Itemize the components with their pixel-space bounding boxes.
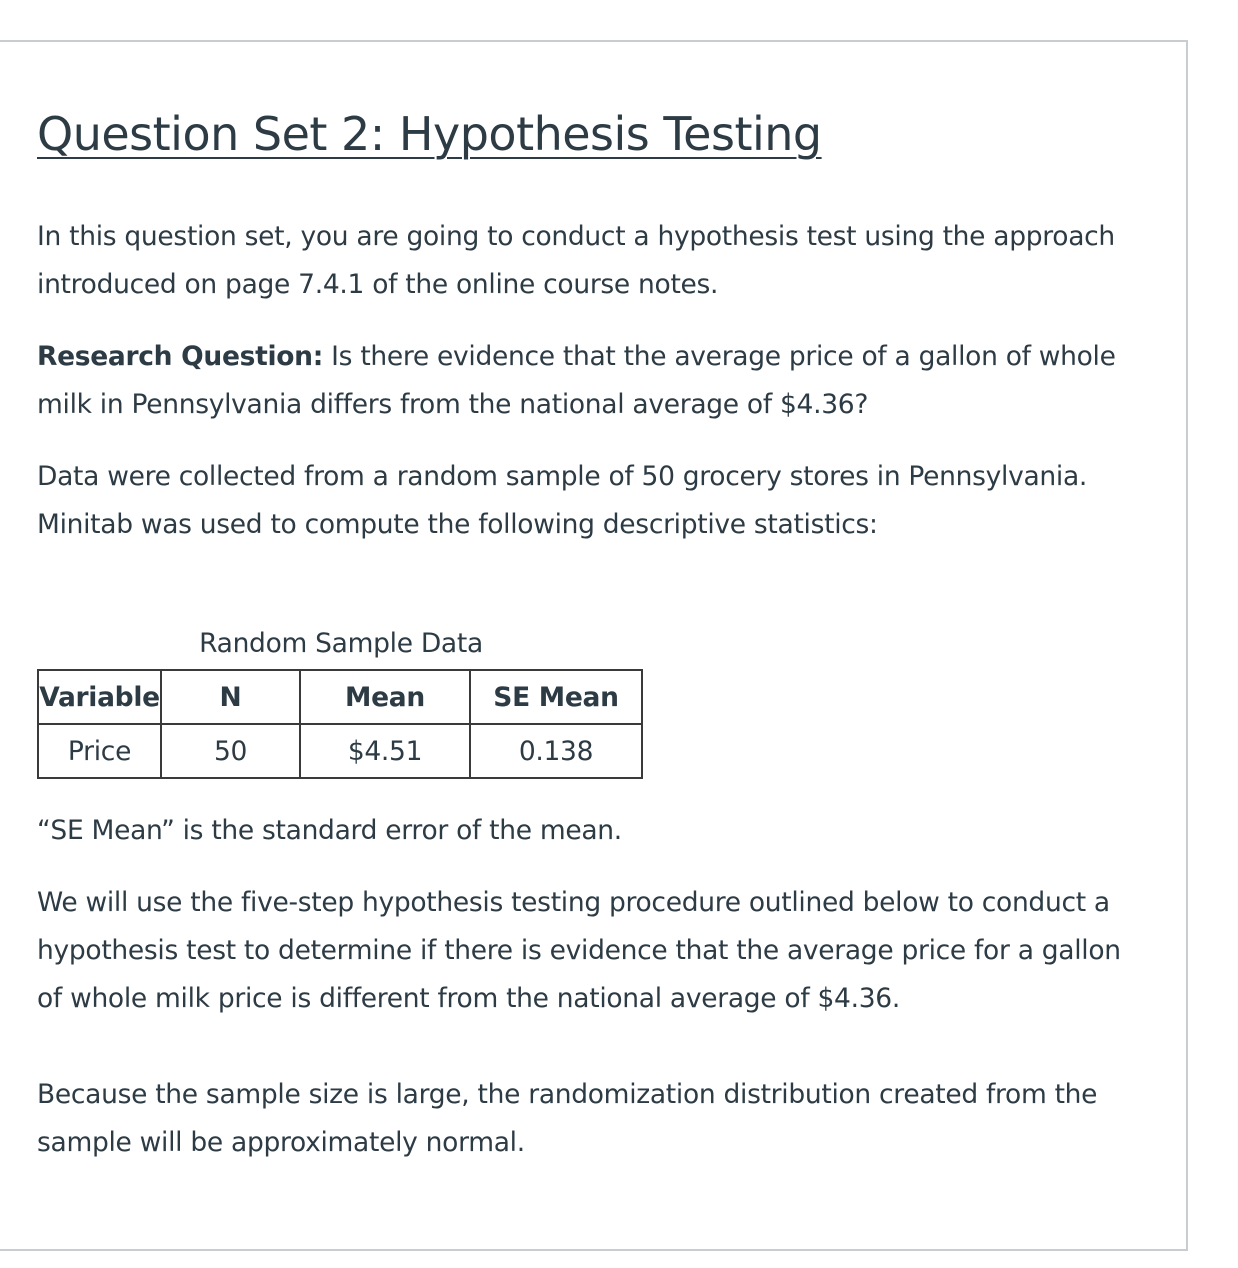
header-mean: Mean	[300, 670, 470, 724]
page-title: Question Set 2: Hypothesis Testing	[37, 107, 822, 161]
se-note-paragraph: “SE Mean” is the standard error of the mean.	[37, 815, 622, 846]
table-caption: Random Sample Data	[199, 628, 483, 659]
procedure-paragraph: We will use the five-step hypothesis testing procedure outlined below to conduct a hypothesis test to determine if there is evidence that the average price for a gallon of whole milk price is different from the national average of $4.36.	[37, 887, 1121, 1014]
intro-paragraph: In this question set, you are going to conduct a hypothesis test using the approach introduced on page 7.4.1 of the online course notes.	[37, 221, 1115, 300]
content-panel	[0, 40, 1188, 1251]
cell-n: 50	[161, 724, 300, 778]
descriptive-statistics-table	[37, 669, 643, 779]
normality-note-paragraph: Because the sample size is large, the randomization distribution created from the sample will be approximately normal.	[37, 1079, 1098, 1158]
cell-variable: Price	[38, 724, 161, 778]
header-n: N	[161, 670, 300, 724]
research-question-paragraph	[37, 333, 1147, 429]
cell-mean: $4.51	[300, 724, 470, 778]
header-variable: Variable	[38, 670, 161, 724]
table-row	[38, 724, 642, 778]
research-question-text: Is there evidence that the average price of a gallon of whole milk in Pennsylvania differs from the national average of $4.36?	[37, 341, 1116, 420]
header-se-mean: SE Mean	[470, 670, 642, 724]
table-header-row	[38, 670, 642, 724]
research-question-label: Research Question:	[37, 341, 324, 372]
cell-se-mean: 0.138	[470, 724, 642, 778]
data-description-paragraph: Data were collected from a random sample of 50 grocery stores in Pennsylvania. Minitab was used to compute the following descriptive statistics:	[37, 461, 1088, 540]
